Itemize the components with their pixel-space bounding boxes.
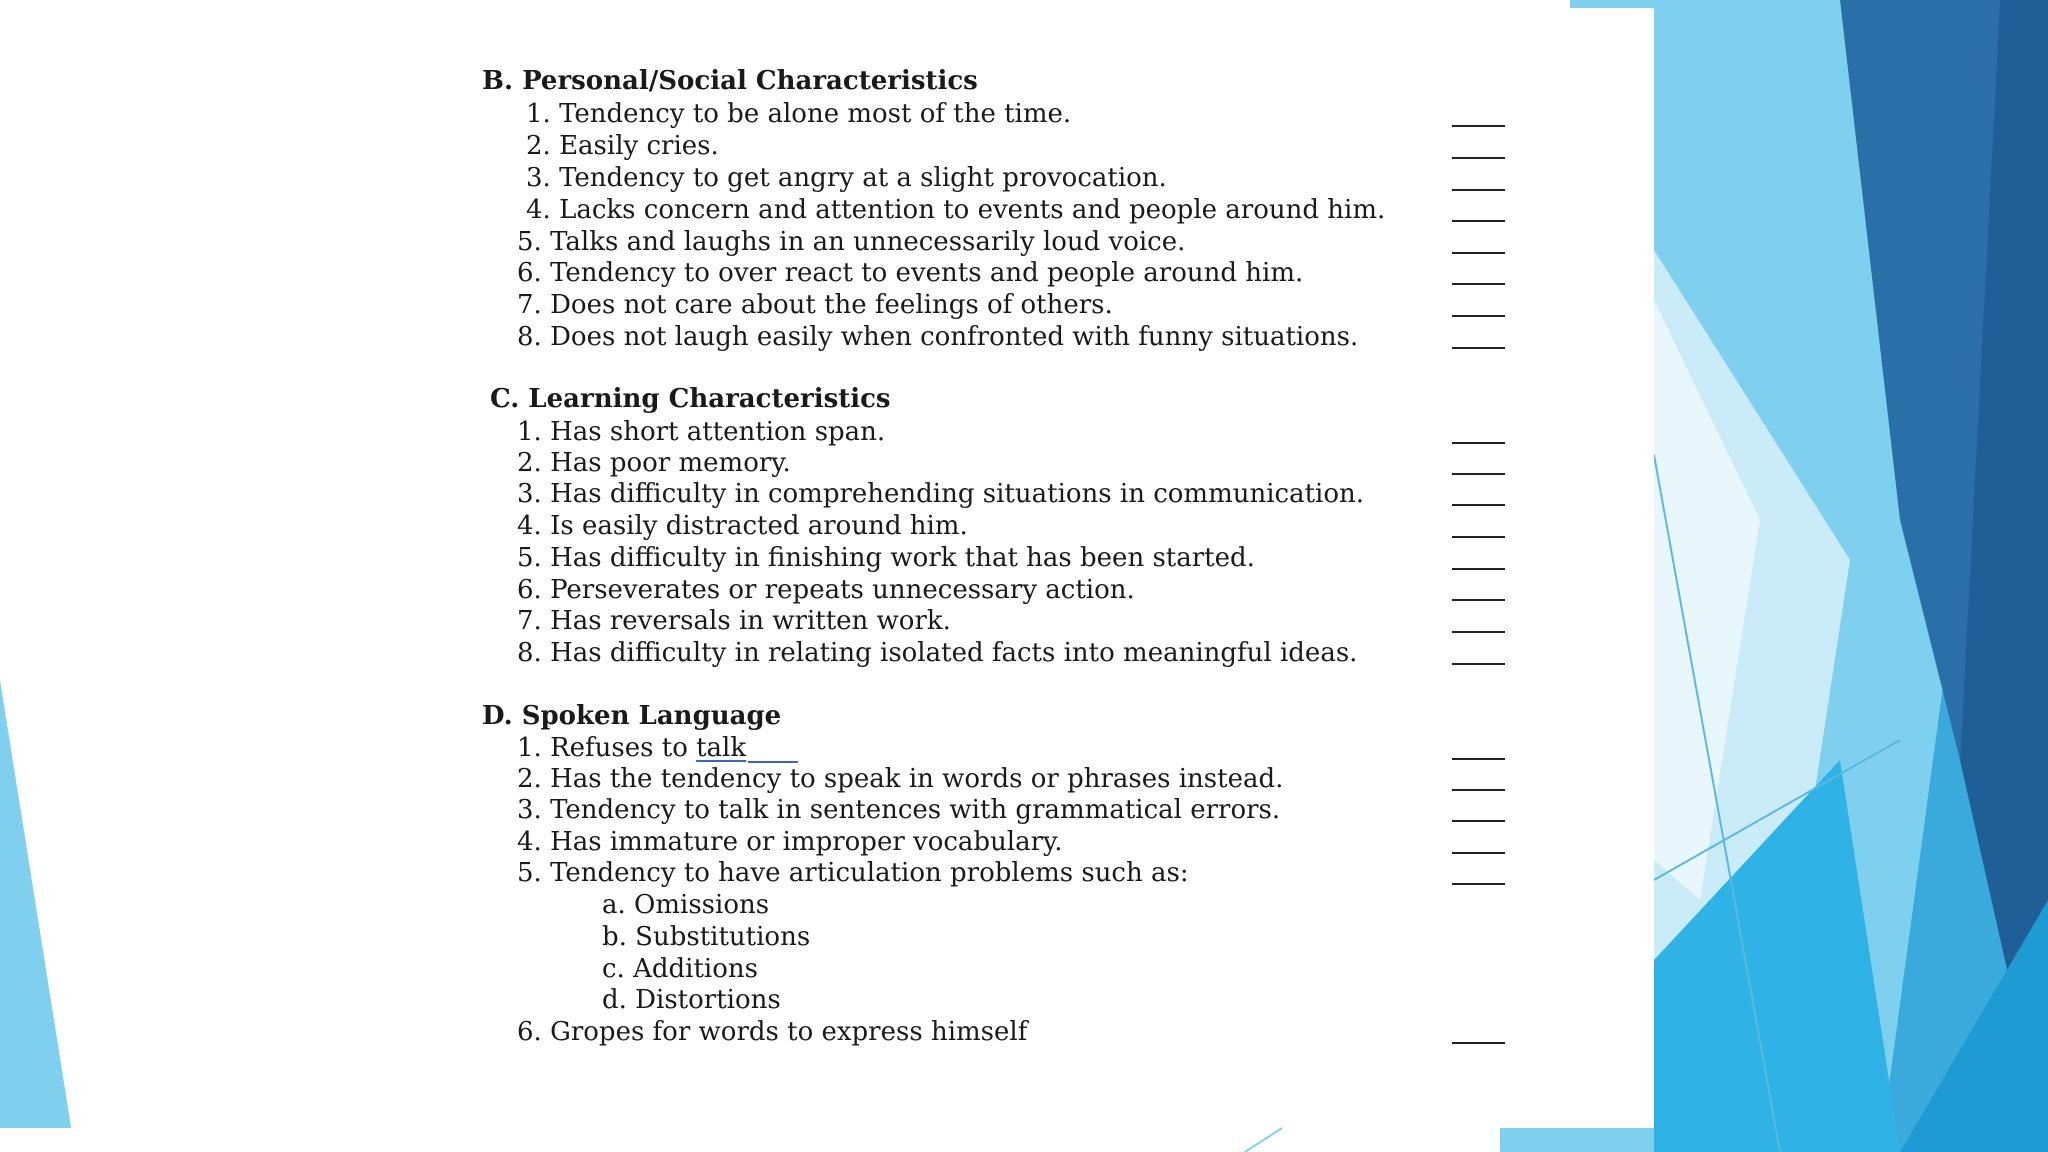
section-b-item-4: 4. Lacks concern and attention to events and people around him. (526, 195, 1386, 225)
section-b-item-1: 1. Tendency to be alone most of the time. (526, 99, 1072, 129)
answer-blank[interactable] (1452, 883, 1505, 885)
section-d-item-5: 5. Tendency to have articulation problems such as: (517, 858, 1189, 888)
section-b-item-8: 8. Does not laugh easily when confronted with funny situations. (517, 322, 1359, 352)
section-c-heading: C. Learning Characteristics (490, 384, 891, 414)
section-c-item-6: 6. Perseverates or repeats unnecessary action. (517, 575, 1135, 605)
section-c-item-2: 2. Has poor memory. (517, 448, 791, 478)
answer-blank[interactable] (1452, 473, 1505, 475)
section-d-item-2: 2. Has the tendency to speak in words or phrases instead. (517, 764, 1284, 794)
answer-blank[interactable] (1452, 315, 1505, 317)
section-d-subitem-b: b. Substitutions (602, 922, 811, 952)
answer-blank[interactable] (1452, 157, 1505, 159)
section-c-item-3: 3. Has difficulty in comprehending situations in communication. (517, 479, 1365, 509)
section-b-item-6: 6. Tendency to over react to events and people around him. (517, 258, 1304, 288)
section-d-heading: D. Spoken Language (482, 701, 782, 731)
answer-blank[interactable] (1452, 283, 1505, 285)
answer-blank[interactable] (1452, 1042, 1505, 1044)
section-c-item-1: 1. Has short attention span. (517, 417, 886, 447)
section-c-item-7: 7. Has reversals in written work. (517, 606, 951, 636)
answer-blank[interactable] (1452, 568, 1505, 570)
section-b-item-3: 3. Tendency to get angry at a slight provocation. (526, 163, 1167, 193)
answer-blank[interactable] (1452, 852, 1505, 854)
section-c-item-8: 8. Has difficulty in relating isolated facts into meaningful ideas. (517, 638, 1358, 668)
section-b-item-2: 2. Easily cries. (526, 131, 719, 161)
answer-blank[interactable] (1452, 125, 1505, 127)
answer-blank[interactable] (1452, 631, 1505, 633)
answer-blank[interactable] (1452, 820, 1505, 822)
answer-blank[interactable] (1452, 536, 1505, 538)
section-c-item-5: 5. Has difficulty in finishing work that has been started. (517, 543, 1255, 573)
section-d-item-3: 3. Tendency to talk in sentences with grammatical errors. (517, 795, 1281, 825)
section-d-item-1-prefix: 1. Refuses to (517, 733, 697, 763)
answer-blank[interactable] (1452, 347, 1505, 349)
section-d-item-1-underlined-word: talk (696, 733, 747, 763)
annotation-underline (748, 761, 798, 763)
section-d-subitem-c: c. Additions (602, 954, 758, 984)
section-d-subitem-d: d. Distortions (602, 985, 781, 1015)
answer-blank[interactable] (1452, 663, 1505, 665)
section-d-item-4: 4. Has immature or improper vocabulary. (517, 827, 1063, 857)
answer-blank[interactable] (1452, 599, 1505, 601)
section-b-item-7: 7. Does not care about the feelings of others. (517, 290, 1113, 320)
answer-blank[interactable] (1452, 758, 1505, 760)
section-b-item-5: 5. Talks and laughs in an unnecessarily loud voice. (517, 227, 1186, 257)
section-d-subitem-a: a. Omissions (602, 890, 770, 920)
answer-blank[interactable] (1452, 252, 1505, 254)
answer-blank[interactable] (1452, 220, 1505, 222)
answer-blank[interactable] (1452, 789, 1505, 791)
section-d-item-1 (517, 733, 798, 763)
answer-blank[interactable] (1452, 442, 1505, 444)
answer-blank[interactable] (1452, 189, 1505, 191)
section-d-item-6: 6. Gropes for words to express himself (517, 1017, 1028, 1047)
answer-blank[interactable] (1452, 504, 1505, 506)
section-c-item-4: 4. Is easily distracted around him. (517, 511, 968, 541)
section-b-heading: B. Personal/Social Characteristics (482, 66, 978, 96)
